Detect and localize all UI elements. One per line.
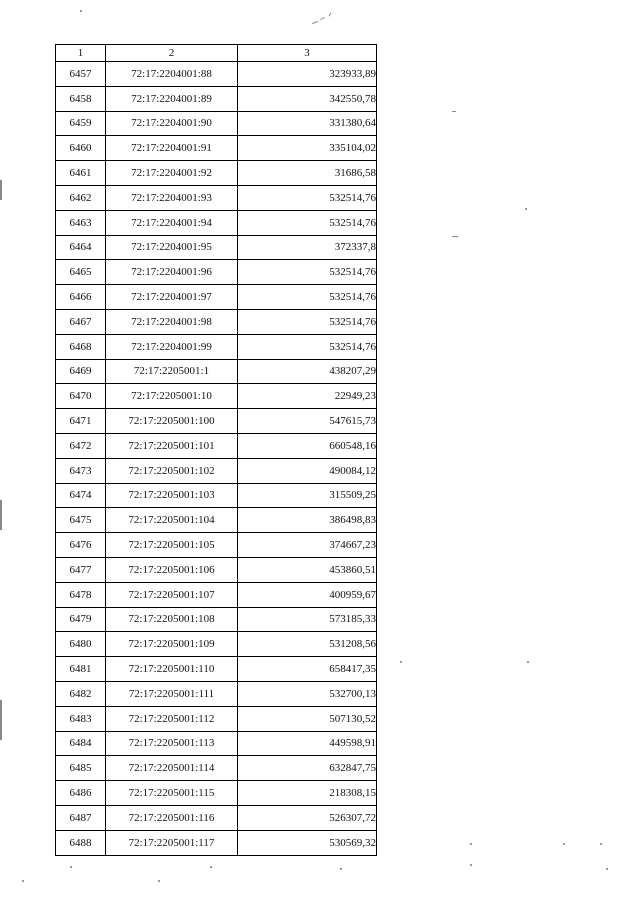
row-number: 6465 — [56, 260, 106, 285]
cadastral-number: 72:17:2204001:95 — [106, 235, 238, 260]
scan-speck — [525, 208, 527, 210]
cadastral-number: 72:17:2204001:92 — [106, 161, 238, 186]
cadastral-number: 72:17:2205001:110 — [106, 657, 238, 682]
row-number: 6458 — [56, 86, 106, 111]
table-row — [56, 483, 377, 508]
table-row — [56, 334, 377, 359]
cadastral-value: 547615,73 — [238, 409, 377, 434]
row-number: 6464 — [56, 235, 106, 260]
cadastral-number: 72:17:2204001:91 — [106, 136, 238, 161]
cadastral-value: 532514,76 — [238, 185, 377, 210]
scan-speck — [400, 661, 402, 663]
table-row — [56, 309, 377, 334]
cadastral-number: 72:17:2204001:90 — [106, 111, 238, 136]
column-header-2: 2 — [106, 45, 238, 62]
cadastral-number: 72:17:2205001:114 — [106, 756, 238, 781]
cadastral-value: 400959,67 — [238, 582, 377, 607]
table-row — [56, 384, 377, 409]
row-number: 6483 — [56, 706, 106, 731]
cadastral-number: 72:17:2205001:101 — [106, 433, 238, 458]
row-number: 6474 — [56, 483, 106, 508]
row-number: 6477 — [56, 557, 106, 582]
cadastral-number: 72:17:2205001:108 — [106, 607, 238, 632]
cadastral-value: 342550,78 — [238, 86, 377, 111]
scan-speck — [210, 866, 212, 868]
table-row — [56, 657, 377, 682]
cadastral-value: 658417,35 — [238, 657, 377, 682]
table-row — [56, 830, 377, 855]
scan-speck — [470, 864, 472, 866]
cadastral-value: 331380,64 — [238, 111, 377, 136]
scan-mark — [329, 13, 332, 17]
scan-speck — [80, 10, 82, 12]
row-number: 6479 — [56, 607, 106, 632]
cadastral-value: 507130,52 — [238, 706, 377, 731]
cadastral-number: 72:17:2205001:104 — [106, 508, 238, 533]
row-number: 6480 — [56, 632, 106, 657]
row-number: 6466 — [56, 285, 106, 310]
cadastral-number: 72:17:2205001:116 — [106, 805, 238, 830]
cadastral-value: 532514,76 — [238, 260, 377, 285]
table-row — [56, 235, 377, 260]
row-number: 6468 — [56, 334, 106, 359]
cadastral-value: 372337,8 — [238, 235, 377, 260]
row-number: 6462 — [56, 185, 106, 210]
cadastral-number: 72:17:2204001:98 — [106, 309, 238, 334]
cadastral-value: 218308,15 — [238, 781, 377, 806]
cadastral-number: 72:17:2205001:100 — [106, 409, 238, 434]
cadastral-number: 72:17:2204001:93 — [106, 185, 238, 210]
scan-speck — [606, 868, 608, 870]
table-row — [56, 805, 377, 830]
cadastral-value: 531208,56 — [238, 632, 377, 657]
table-row — [56, 86, 377, 111]
cadastral-number: 72:17:2204001:97 — [106, 285, 238, 310]
cadastral-value: 573185,33 — [238, 607, 377, 632]
cadastral-number: 72:17:2204001:88 — [106, 62, 238, 87]
table-row — [56, 557, 377, 582]
cadastral-value: 449598,91 — [238, 731, 377, 756]
cadastral-value: 22949,23 — [238, 384, 377, 409]
row-number: 6481 — [56, 657, 106, 682]
cadastral-value: 532514,76 — [238, 210, 377, 235]
row-number: 6470 — [56, 384, 106, 409]
row-number: 6476 — [56, 533, 106, 558]
table-row — [56, 508, 377, 533]
table-row — [56, 458, 377, 483]
cadastral-number: 72:17:2205001:115 — [106, 781, 238, 806]
cadastral-value-table — [55, 44, 377, 856]
row-number: 6475 — [56, 508, 106, 533]
table-row — [56, 62, 377, 87]
scan-speck — [70, 866, 72, 868]
cadastral-number: 72:17:2204001:94 — [106, 210, 238, 235]
scan-speck — [563, 843, 565, 845]
scan-mark — [0, 500, 2, 530]
row-number: 6472 — [56, 433, 106, 458]
row-number: 6463 — [56, 210, 106, 235]
table-row — [56, 756, 377, 781]
scan-mark — [452, 111, 456, 112]
cadastral-number: 72:17:2205001:107 — [106, 582, 238, 607]
cadastral-value: 323933,89 — [238, 62, 377, 87]
cadastral-number: 72:17:2205001:106 — [106, 557, 238, 582]
cadastral-value: 31686,58 — [238, 161, 377, 186]
row-number: 6469 — [56, 359, 106, 384]
table-row — [56, 533, 377, 558]
table-row — [56, 260, 377, 285]
scan-mark — [0, 180, 2, 200]
cadastral-number: 72:17:2205001:109 — [106, 632, 238, 657]
scan-speck — [527, 661, 529, 663]
cadastral-number: 72:17:2204001:89 — [106, 86, 238, 111]
scan-mark — [452, 236, 458, 237]
row-number: 6484 — [56, 731, 106, 756]
cadastral-number: 72:17:2205001:112 — [106, 706, 238, 731]
column-header-1: 1 — [56, 45, 106, 62]
cadastral-value: 530569,32 — [238, 830, 377, 855]
row-number: 6486 — [56, 781, 106, 806]
table-row — [56, 607, 377, 632]
cadastral-number: 72:17:2204001:96 — [106, 260, 238, 285]
cadastral-number: 72:17:2205001:102 — [106, 458, 238, 483]
scan-speck — [470, 843, 472, 845]
row-number: 6488 — [56, 830, 106, 855]
scan-mark — [0, 700, 2, 740]
table-row — [56, 731, 377, 756]
cadastral-number: 72:17:2205001:105 — [106, 533, 238, 558]
row-number: 6473 — [56, 458, 106, 483]
cadastral-value: 374667,23 — [238, 533, 377, 558]
cadastral-number: 72:17:2205001:111 — [106, 681, 238, 706]
scan-speck — [22, 880, 24, 882]
scan-mark — [320, 17, 325, 20]
table-row — [56, 210, 377, 235]
cadastral-value: 532514,76 — [238, 334, 377, 359]
cadastral-value: 632847,75 — [238, 756, 377, 781]
cadastral-number: 72:17:2205001:10 — [106, 384, 238, 409]
row-number: 6471 — [56, 409, 106, 434]
scan-speck — [340, 868, 342, 870]
row-number: 6459 — [56, 111, 106, 136]
table-row — [56, 111, 377, 136]
table-row — [56, 706, 377, 731]
row-number: 6482 — [56, 681, 106, 706]
cadastral-value: 532700,13 — [238, 681, 377, 706]
table-row — [56, 433, 377, 458]
table-row — [56, 185, 377, 210]
table-row — [56, 681, 377, 706]
cadastral-value: 532514,76 — [238, 309, 377, 334]
cadastral-value: 315509,25 — [238, 483, 377, 508]
table-row — [56, 359, 377, 384]
scan-speck — [600, 843, 602, 845]
cadastral-value: 526307,72 — [238, 805, 377, 830]
table-row — [56, 632, 377, 657]
table-row — [56, 409, 377, 434]
cadastral-value: 335104,02 — [238, 136, 377, 161]
table-row — [56, 285, 377, 310]
cadastral-value: 660548,16 — [238, 433, 377, 458]
cadastral-number: 72:17:2205001:117 — [106, 830, 238, 855]
cadastral-value: 386498,83 — [238, 508, 377, 533]
cadastral-number: 72:17:2204001:99 — [106, 334, 238, 359]
table-row — [56, 161, 377, 186]
table-row — [56, 136, 377, 161]
cadastral-number: 72:17:2205001:113 — [106, 731, 238, 756]
row-number: 6478 — [56, 582, 106, 607]
cadastral-number: 72:17:2205001:103 — [106, 483, 238, 508]
scan-speck — [158, 880, 160, 882]
table-header-row — [56, 45, 377, 62]
row-number: 6467 — [56, 309, 106, 334]
table-row — [56, 781, 377, 806]
cadastral-value: 453860,51 — [238, 557, 377, 582]
cadastral-value: 490084,12 — [238, 458, 377, 483]
row-number: 6457 — [56, 62, 106, 87]
row-number: 6460 — [56, 136, 106, 161]
cadastral-value: 438207,29 — [238, 359, 377, 384]
scan-mark — [312, 21, 318, 24]
cadastral-number: 72:17:2205001:1 — [106, 359, 238, 384]
row-number: 6487 — [56, 805, 106, 830]
table-row — [56, 582, 377, 607]
column-header-3: 3 — [238, 45, 377, 62]
row-number: 6461 — [56, 161, 106, 186]
cadastral-value: 532514,76 — [238, 285, 377, 310]
row-number: 6485 — [56, 756, 106, 781]
